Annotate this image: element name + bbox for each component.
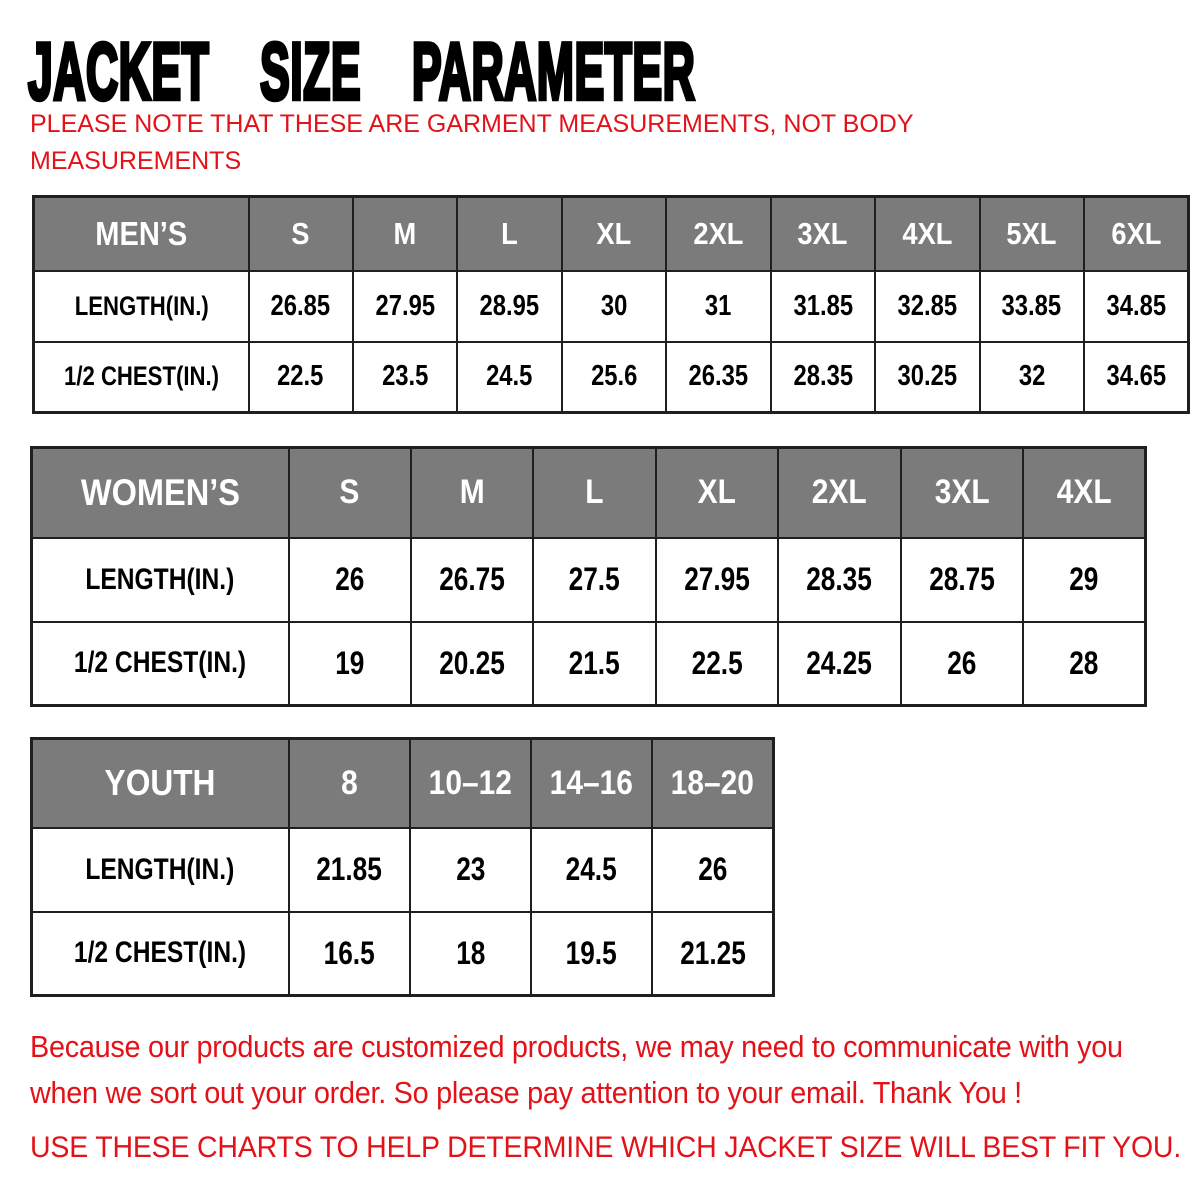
youth-row-label-length: LENGTH(IN.) [32,828,289,912]
youth-size-table [30,737,775,997]
mens-value-length-8: 34.85 [1084,271,1189,342]
womens-size-header-3: XL [656,448,778,538]
mens-size-table [32,195,1190,414]
womens-size-header-4: 2XL [778,448,900,538]
youth-size-header-3: 18–20 [652,739,773,828]
mens-value-chest-5: 28.35 [771,342,875,413]
womens-row-label-length: LENGTH(IN.) [32,538,289,622]
mens-value-length-7: 33.85 [980,271,1084,342]
womens-value-chest-5: 26 [901,622,1023,706]
youth-table-title: YOUTH [32,739,289,828]
womens-value-length-6: 29 [1023,538,1145,622]
womens-row-label-half-chest: 1/2 CHEST(IN.) [32,622,289,706]
mens-size-header-0: S [249,197,353,271]
mens-size-header-1: M [353,197,457,271]
note-line-1: PLEASE NOTE THAT THESE ARE GARMENT MEASUREMENTS, NOT BODY [30,110,914,138]
womens-value-chest-6: 28 [1023,622,1145,706]
mens-value-chest-4: 26.35 [666,342,770,413]
womens-value-chest-1: 20.25 [411,622,533,706]
mens-value-chest-7: 32 [980,342,1084,413]
mens-size-header-8: 6XL [1084,197,1189,271]
womens-table-title: WOMEN’S [32,448,289,538]
mens-value-length-0: 26.85 [249,271,353,342]
womens-value-chest-4: 24.25 [778,622,900,706]
womens-size-header-0: S [289,448,411,538]
womens-value-length-5: 28.75 [901,538,1023,622]
note-line-2: MEASUREMENTS [30,147,242,175]
mens-value-length-6: 32.85 [875,271,979,342]
customization-notice-line-1: Because our products are customized products, we may need to communicate with you [30,1029,1123,1064]
womens-value-chest-0: 19 [289,622,411,706]
use-charts-note: USE THESE CHARTS TO HELP DETERMINE WHICH JACKET SIZE WILL BEST FIT YOU. [30,1131,1182,1164]
mens-value-length-1: 27.95 [353,271,457,342]
mens-value-chest-1: 23.5 [353,342,457,413]
mens-value-length-3: 30 [562,271,666,342]
womens-value-chest-3: 22.5 [656,622,778,706]
youth-value-chest-0: 16.5 [289,912,410,996]
womens-row-length [32,538,1146,622]
womens-value-chest-2: 21.5 [533,622,655,706]
womens-row-half-chest [32,622,1146,706]
mens-value-chest-0: 22.5 [249,342,353,413]
youth-value-length-3: 26 [652,828,773,912]
youth-value-chest-1: 18 [410,912,531,996]
youth-size-header-1: 10–12 [410,739,531,828]
mens-value-chest-3: 25.6 [562,342,666,413]
mens-size-header-3: XL [562,197,666,271]
mens-size-header-4: 2XL [666,197,770,271]
womens-value-length-2: 27.5 [533,538,655,622]
womens-value-length-4: 28.35 [778,538,900,622]
mens-size-header-7: 5XL [980,197,1084,271]
mens-value-chest-8: 34.65 [1084,342,1189,413]
mens-row-label-length: LENGTH(IN.) [34,271,249,342]
womens-size-header-5: 3XL [901,448,1023,538]
womens-value-length-3: 27.95 [656,538,778,622]
womens-size-header-6: 4XL [1023,448,1145,538]
youth-size-header-2: 14–16 [531,739,652,828]
youth-value-chest-2: 19.5 [531,912,652,996]
mens-size-header-5: 3XL [771,197,875,271]
youth-size-header-0: 8 [289,739,410,828]
womens-size-header-1: M [411,448,533,538]
mens-row-label-half-chest: 1/2 CHEST(IN.) [34,342,249,413]
customization-notice-line-2: when we sort out your order. So please pay attention to your email. Thank You ! [30,1075,1022,1110]
mens-table-title: MEN’S [34,197,249,271]
youth-row-length [32,828,774,912]
mens-value-length-4: 31 [666,271,770,342]
mens-value-length-2: 28.95 [457,271,561,342]
womens-value-length-1: 26.75 [411,538,533,622]
youth-row-label-half-chest: 1/2 CHEST(IN.) [32,912,289,996]
youth-value-length-0: 21.85 [289,828,410,912]
mens-value-length-5: 31.85 [771,271,875,342]
womens-size-table [30,446,1147,707]
mens-value-chest-6: 30.25 [875,342,979,413]
mens-value-chest-2: 24.5 [457,342,561,413]
page-title: JACKET SIZE PARAMETER [28,27,696,117]
mens-size-header-2: L [457,197,561,271]
mens-row-half-chest [34,342,1189,413]
womens-size-header-2: L [533,448,655,538]
youth-row-half-chest [32,912,774,996]
customization-notice [30,1024,1200,1116]
youth-value-length-1: 23 [410,828,531,912]
youth-value-length-2: 24.5 [531,828,652,912]
youth-value-chest-3: 21.25 [652,912,773,996]
mens-size-header-6: 4XL [875,197,979,271]
womens-value-length-0: 26 [289,538,411,622]
garment-measurements-note [30,106,914,180]
mens-row-length [34,271,1189,342]
